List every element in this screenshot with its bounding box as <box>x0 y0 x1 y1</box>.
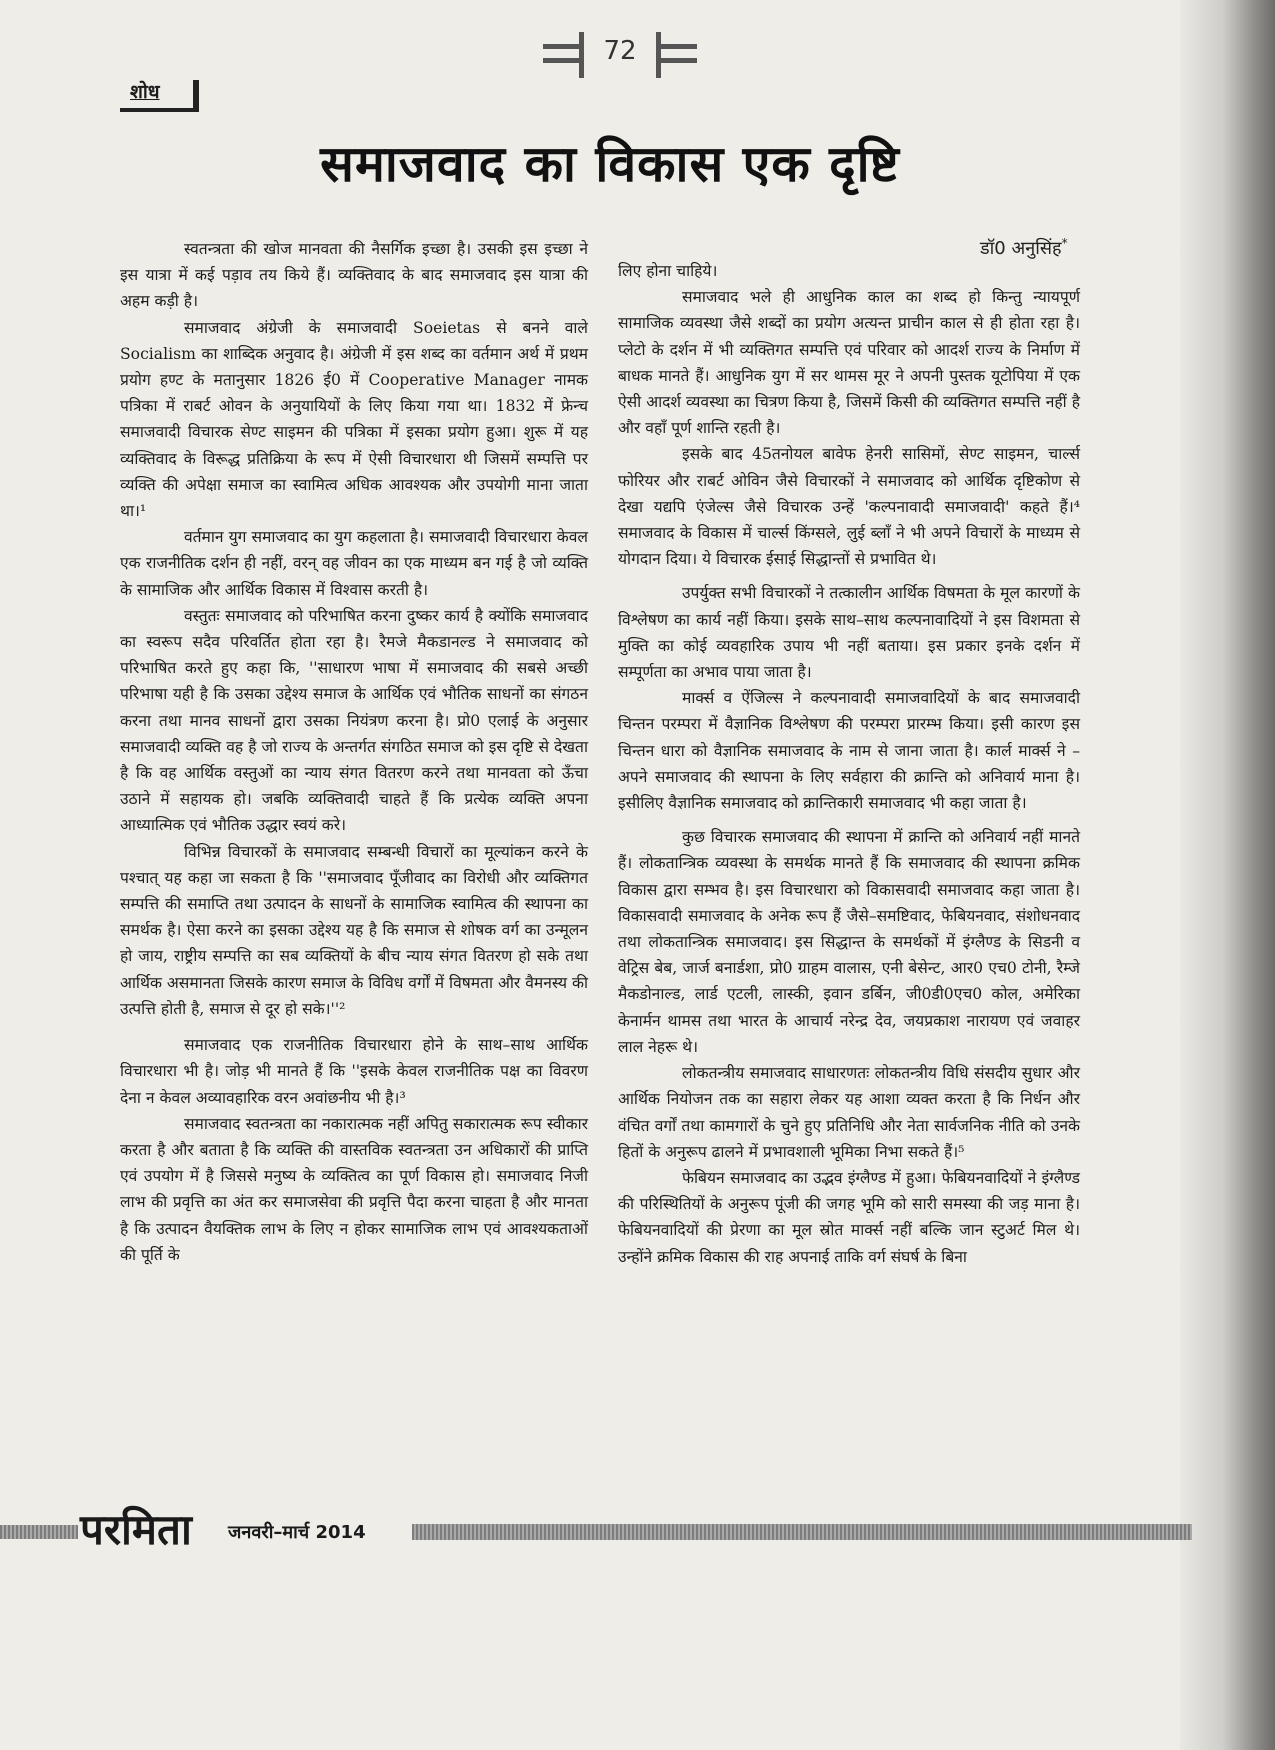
paragraph: वस्तुतः समाजवाद को परिभाषित करना दुष्कर कार्य है क्योंकि समाजवाद का स्वरूप सदैव परिवर्तित होता रहा है। रैमजे मैकडानल्ड ने समाजवाद को परिभाषित करते हुए कहा कि, ''साधारण भाषा में समाजवाद की सबसे अच्छी परिभाषा यही है कि उसका उद्देश्य समाज के आर्थिक एवं भौतिक साधनों का संगठन करना तथा मानव साधनों द्वारा उसका नियंत्रण करना है। प्रो0 एलाई के अनुसार समाजवादी व्यक्ति वह है जो राज्य के अन्तर्गत संगठित समाज को इस दृष्टि से देखता है कि वह आर्थिक वस्तुओं का न्याय संगत वितरण करने तथा मानवता को ऊँचा उठाने में सहायक हो। जबकि व्यक्तिवादी चाहते हैं कि प्रत्येक व्यक्ति अपना आध्यात्मिक एवं भौतिक उद्धार स्वयं करे। <box>120 606 588 835</box>
paragraph: मार्क्स व ऐंजिल्स ने कल्पनावादी समाजवादियों के बाद समाजवादी चिन्तन परम्परा में वैज्ञानिक विश्लेषण की परम्परा प्रारम्भ किया। इसी कारण इस चिन्तन धारा को वैज्ञानिक समाजवाद के नाम से जाना जाता है। कार्ल मार्क्स ने – अपने समाजवाद की स्थापना के लिए सर्वहारा की क्रान्ति को अनिवार्य माना है। इसीलिए वैज्ञानिक समाजवाद को क्रान्तिकारी समाजवाद भी कहा जाता है। <box>618 689 1080 813</box>
paragraph: समाजवाद अंग्रेजी के समाजवादी Soeietas से बनने वाले Socialism का शाब्दिक अनुवाद है। अंग्रेजी में इस शब्द का वर्तमान अर्थ में प्रथम प्रयोग हण्ट के मतानुसार 1826 ई0 में Cooperative Manager नामक पत्रिका में राबर्ट ओवन के अनुयायियों के लिए किया गया था। 1832 में फ्रेन्च समाजवादी विचारक सेण्ट साइमन की पत्रिका में इसका प्रयोग हुआ। शुरू में यह व्यक्तिवाद के विरूद्ध प्रतिक्रिया के रूप में ऐसी विचारधारा थी जिसमें सम्पत्ति पर व्यक्ति की अपेक्षा समाज का स्वामित्व अधिक आवश्यक और उपयोगी माना जाता था।¹ <box>120 318 588 521</box>
section-tag: शोध <box>130 81 160 103</box>
footer-rule-right <box>412 1524 1192 1540</box>
paragraph: लोकतन्त्रीय समाजवाद साधारणतः लोकतन्त्रीय विधि संसदीय सुधार और आर्थिक नियोजन तक का सहारा लेकर यह आशा व्यक्त करता है कि निर्धन और वंचित वर्गों तथा कामगारों के चुने हुए प्रतिनिधि और नेता सार्वजनिक नीति को उनके हितों के अनुरूप ढालने में प्रभावशाली भूमिका निभा सकते हैं।⁵ <box>618 1064 1080 1161</box>
page-number-ornament <box>535 30 705 90</box>
footer-rule-left <box>0 1525 78 1539</box>
section-tag-underline <box>120 108 199 112</box>
magazine-name: परमिता <box>80 1505 192 1554</box>
page-footer <box>0 1502 1275 1558</box>
author-footnote-mark: * <box>1061 236 1068 250</box>
paragraph: इसके बाद 45तनोयल बावेफ हेनरी सासिमों, सेण्ट साइमन, चार्ल्स फोरियर और राबर्ट ओविन जैसे विचारकों ने समाजवाद को आर्थिक दृष्टिकोण से देखा यद्यपि एंजेल्स जैसे विचारक उन्हें 'कल्पनावादी समाजवादी' कहते हैं।⁴ समाजवाद के विकास में चार्ल्स किंग्सले, लुई ब्लॉं ने भी अपने विचारों के माध्यम से योगदान दिया। ये विचारक ईसाई सिद्धान्तों से प्रभावित थे। <box>618 445 1080 569</box>
paragraph: फेबियन समाजवाद का उद्भव इंग्लैण्ड में हुआ। फेबियनवादियों ने इंग्लैण्ड की परिस्थितियों के अनुरूप पूंजी की जगह भूमि को सारी समस्या की जड़ माना है। फेबियनवादियों की प्रेरणा का मूल स्रोत मार्क्स नहीं बल्कि जान स्टुअर्ट मिल थे। उन्होंने क्रमिक विकास की राह अपनाई ताकि वर्ग संघर्ष के बिना <box>618 1168 1080 1266</box>
paragraph: कुछ विचारक समाजवाद की स्थापना में क्रान्ति को अनिवार्य नहीं मानते हैं। लोकतान्त्रिक व्यवस्था के समर्थक मानते हैं कि समाजवाद की स्थापना क्रमिक विकास द्वारा सम्भव है। इस विचारधारा को विकासवादी समाजवाद कहा जाता है। विकासवादी समाजवाद के अनेक रूप हैं जैसे–समष्टिवाद, फेबियनवाद, संशोधनवाद तथा लोकतान्त्रिक समाजवाद। इस सिद्धान्त के समर्थकों में इंग्लैण्ड के सिडनी व वेट्रिस बेब, जार्ज बनार्डशा, प्रो0 ग्राहम वालास, एनी बेसेन्ट, आर0 एच0 टोनी, रैम्जे मैकडोनाल्ड, लार्ड एटली, लास्की, इवान डर्बिन, जी0डी0एच0 कोल, अमेरिका केनार्मन थामस तथा भारत के आचार्य नरेन्द्र देव, जयप्रकाश नारायण एवं जवाहर लाल नेहरू थे। <box>618 828 1080 1056</box>
paragraph: समाजवाद स्वतन्त्रता का नकारात्मक नहीं अपितु सकारात्मक रूप स्वीकार करता है और बताता है कि व्यक्ति की वास्तविक स्वतन्त्रता उन अधिकारों की प्राप्ति एवं उपयोग में है जिससे मनुष्य के व्यक्तित्व का पूर्ण विकास हो। समाजवाद निजी लाभ की प्रवृत्ति का अंत कर समाजसेवा की प्रवृत्ति पैदा करना चाहता है और मानता है कि उत्पादन वैयक्तिक लाभ के लिए न होकर सामाजिक लाभ एवं आवश्यकताओं की पूर्ति के <box>120 1114 588 1264</box>
author-name: डॉ0 अनुसिंह <box>980 238 1062 259</box>
page-header <box>0 30 1275 90</box>
paragraph: उपर्युक्त सभी विचारकों ने तत्कालीन आर्थिक विषमता के मूल कारणों के विश्लेषण का कार्य नहीं किया। इसके साथ–साथ कल्पनावादियों ने इस विशमता से मुक्ति का कोई व्यवहारिक उपाय भी नहीं बताया। इस प्रकार इनके दर्शन में सम्पूर्णता का अभाव पाया जाता है। <box>618 584 1080 682</box>
issue-date: जनवरी–मार्च 2014 <box>228 1522 366 1543</box>
paragraph: समाजवाद भले ही आधुनिक काल का शब्द हो किन्तु न्यायपूर्ण सामाजिक व्यवस्था जैसे शब्दों का प्रयोग अत्यन्त प्राचीन काल से ही होता रहा है। प्लेटो के दर्शन में भी व्यक्तिगत सम्पत्ति एवं परिवार को आदर्श राज्य के निर्माण में बाधक मानते हैं। आधुनिक युग में सर थामस मूर ने अपनी पुस्तक यूटोपिया में एक ऐसी आदर्श व्यवस्था का चित्रण किया है, जिसमें किसी की व्यक्तिगत सम्पत्ति नहीं है और वहाँ पूर्ण शान्ति रहती है। <box>618 288 1080 438</box>
paragraph: समाजवाद एक राजनीतिक विचारधारा होने के साथ–साथ आर्थिक विचारधारा भी है। जोड़ भी मानते हैं कि ''इसके केवल राजनीतिक पक्ष का विवरण देना न केवल अव्यावहारिक वरन अवांछनीय भी है।³ <box>120 1036 588 1107</box>
page-number: 72 <box>603 36 637 66</box>
article-author <box>980 236 1068 260</box>
paragraph: वर्तमान युग समाजवाद का युग कहलाता है। समाजवादी विचारधारा केवल एक राजनीतिक दर्शन ही नहीं, वरन् वह जीवन का एक माध्यम बन गई है जो व्यक्ति के सामाजिक और आर्थिक विकास में विश्वास करती है। <box>120 528 588 599</box>
article-title: समाजवाद का विकास एक दृष्टि <box>320 135 900 193</box>
paragraph: लिए होना चाहिये। <box>618 262 718 280</box>
paragraph: विभिन्न विचारकों के समाजवाद सम्बन्धी विचारों का मूल्यांकन करने के पश्चात् यह कहा जा सकता है कि ''समाजवाद पूँजीवाद का विरोधी और व्यक्तिगत सम्पत्ति की समाप्ति तथा उत्पादन के साधनों के सामाजिक स्वामित्व की स्थापना का समर्थक है। ऐसा करने का इसका उद्देश्य यह है कि समाज से शोषक वर्ग का उन्मूलन हो जाय, राष्ट्रीय सम्पत्ति का सब व्यक्तियों के बीच न्याय संगत वितरण हो सके तथा आर्थिक असमानता जिसके कारण समाज के विविध वर्गों में विषमता और वैमनस्य की उत्पत्ति होती है, समाज से दूर हो सके।''² <box>120 842 588 1018</box>
page-gutter-shadow <box>1180 0 1275 1750</box>
paragraph: स्वतन्त्रता की खोज मानवता की नैसर्गिक इच्छा है। उसकी इस इच्छा ने इस यात्रा में कई पड़ाव तय किये हैं। व्यक्तिवाद के बाद समाजवाद इस यात्रा की अहम कड़ी है। <box>120 240 588 311</box>
